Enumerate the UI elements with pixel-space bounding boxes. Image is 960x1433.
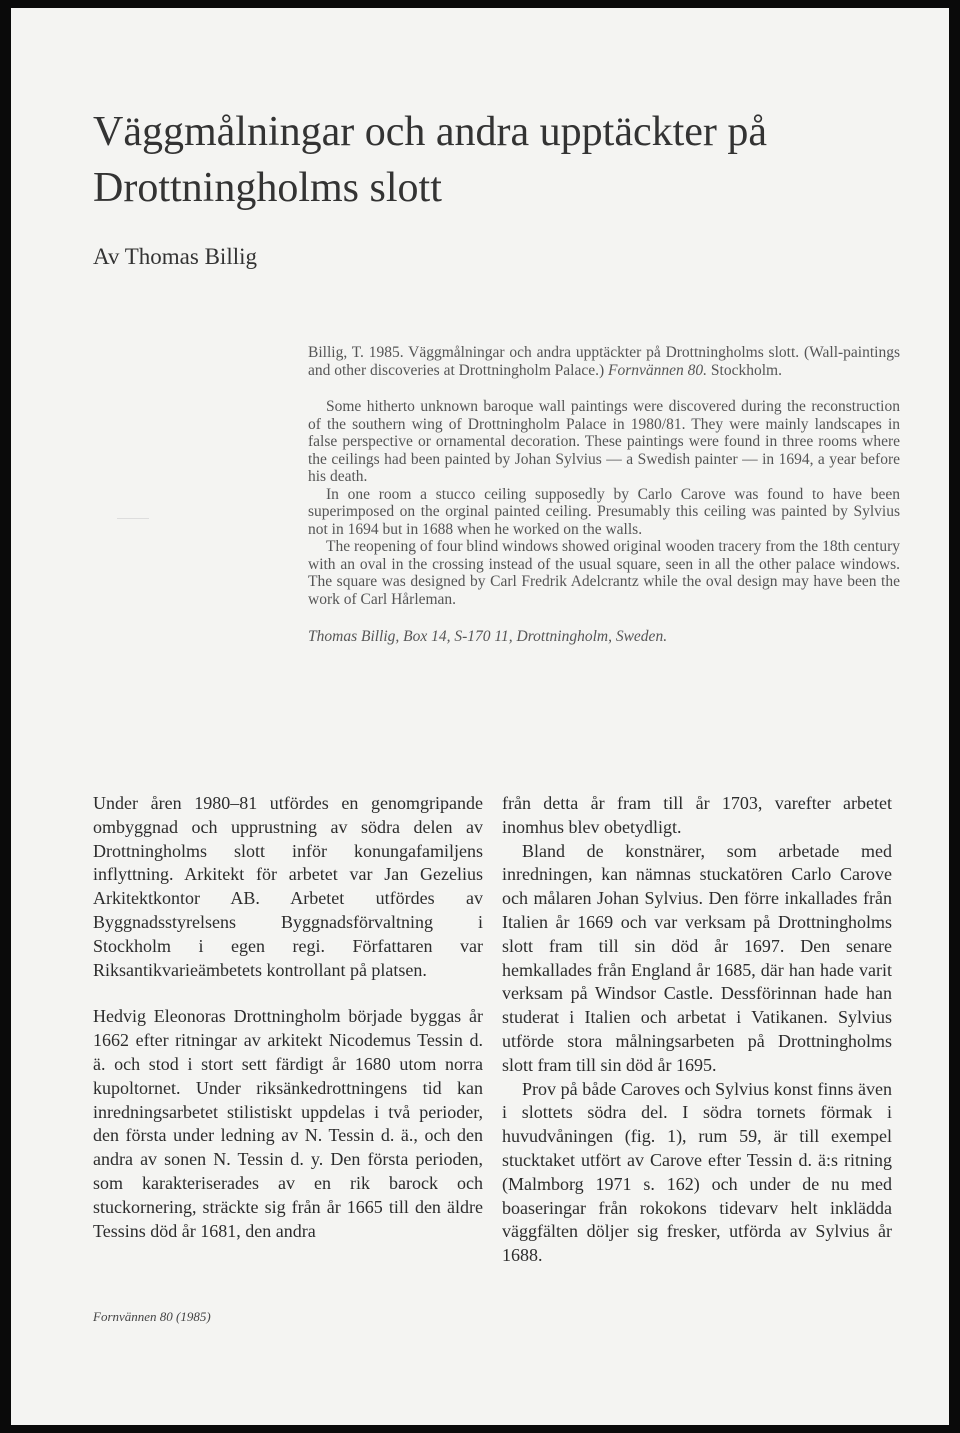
abstract-paragraph-1: Some hitherto unknown baroque wall paintings were discovered during the reconstruction of the southern wing of Drottningholm Palace in 1980/81. They were mainly landscapes in false perspective or ornamental decoration. These paintings were found in three rooms where the ceilings had been painted by Johan Sylvius — a Swedish painter — in 1694, a year before his death. xyxy=(308,398,900,485)
body-column-left xyxy=(93,792,483,1243)
citation xyxy=(308,344,900,379)
citation-place: Stockholm. xyxy=(707,361,782,379)
body-paragraph: Hedvig Eleonoras Drottningholm började byggas år 1662 efter ritningar av arkitekt Nicodemus Tessin d. ä. och stod i stort sett färdigt år 1680 utom norra kupoltornet. Under riksänkedrottningens tid kan inredningsarbetet stilistiskt uppdelas i två perioder, den första under ledning av N. Tessin d. ä., och den andra av sonen N. Tessin d. y. Den första perioden, som karakteriserades av en rik barock och stuckornering, sträckte sig från år 1665 till den äldre Tessins död år 1681, den andra xyxy=(93,1006,483,1241)
article-author: Av Thomas Billig xyxy=(93,244,257,269)
faint-rule xyxy=(117,518,149,519)
article-title: Väggmålningar och andra upptäckter på Drottningholms slott xyxy=(93,109,768,211)
abstract xyxy=(308,344,900,646)
body-column-right xyxy=(502,792,892,1268)
body-paragraph: Bland de konstnärer, som arbetade med inredningen, kan nämnas stuckatören Carlo Carove och målaren Johan Sylvius. Den förre inkallades från Italien år 1669 och var verksam på Drottningholms slott fram till sin död år 1697. Den senare hemkallades från England år 1685, där han hade varit verksam på Windsor Castle. Dessförinnan hade han studerat i Italien och arbetat i Vatikanen. Sylvius utförde stora målningsarbeten på Drottningholms slott fram till sin död år 1695. xyxy=(502,840,892,1075)
body-paragraph: Under åren 1980–81 utfördes en genomgripande ombyggnad och upprustning av södra delen av Drottningholms slott inför konungafamiljens inflyttning. Arkitekt för arbetet var Jan Gezelius Arkitektkontor AB. Arbetet utfördes av Byggnadsstyrelsens Byggnadsförvaltning i Stockholm i egen regi. Författaren var Riksantikvarieämbetets kontrollant på platsen. xyxy=(93,793,483,980)
author-address: Thomas Billig, Box 14, S-170 11, Drottningholm, Sweden. xyxy=(308,628,668,645)
document-page xyxy=(11,8,949,1425)
abstract-paragraph-2: In one room a stucco ceiling supposedly by Carlo Carove was found to have been superimposed on the orginal painted ceiling. Presumably this ceiling was painted by Sylvius not in 1694 but in 1688 when he worked on the walls. xyxy=(308,485,900,538)
journal-footer: Fornvännen 80 (1985) xyxy=(93,1309,211,1324)
body-paragraph: från detta år fram till år 1703, varefter arbetet inomhus blev obetydligt. xyxy=(502,793,892,837)
abstract-paragraph-3: The reopening of four blind windows showed original wooden tracery from the 18th century with an oval in the crossing instead of the usual square, seen in all the other palace windows. The square was designed by Carl Fredrik Adelcrantz while the oval design may have been the work of Carl Hårleman. xyxy=(308,538,900,608)
citation-text: Billig, T. 1985. Väggmålningar och andra upptäckter på Drottningholms slott. (Wall-paintings and other discoveries at Drottningholm Palace.) xyxy=(308,344,900,379)
citation-journal: Fornvännen 80. xyxy=(608,361,708,379)
body-paragraph: Prov på både Caroves och Sylvius konst finns även i slottets södra del. I södra tornets förmak i huvudvåningen (fig. 1), rum 59, är till exempel stucktaket utfört av Carove efter Tessin d. ä:s ritning (Malmborg 1971 s. 162) och under de nu med boaseringar från rokokons tidevarv helt inklädda väggfälten döljer sig fresker, utförda av Sylvius år 1688. xyxy=(502,1078,892,1266)
